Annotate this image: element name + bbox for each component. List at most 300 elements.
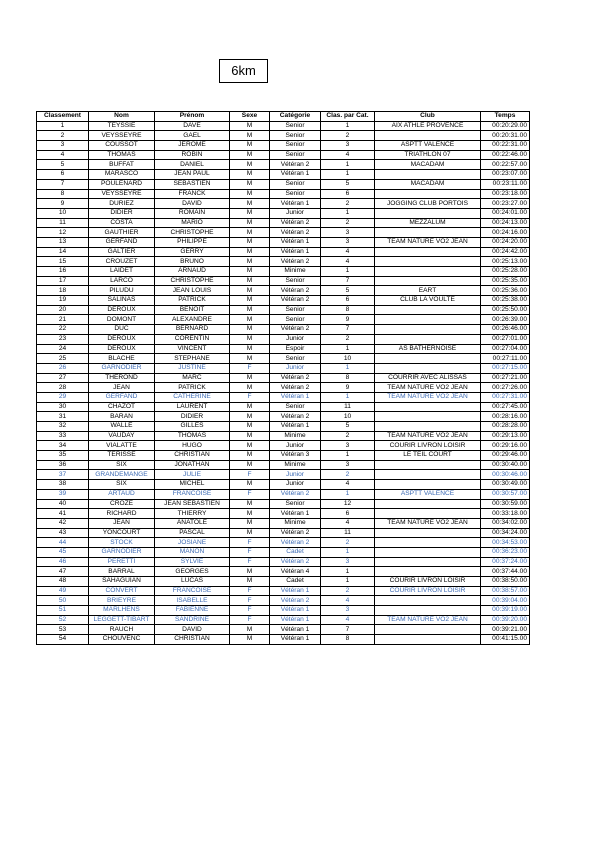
club-cell <box>375 528 481 538</box>
sexe-cell: M <box>230 296 270 306</box>
temps-cell: 00:30:57.00 <box>481 489 530 499</box>
rank-cell: 12 <box>37 228 89 238</box>
temps-cell: 00:27:11.00 <box>481 354 530 364</box>
temps-cell: 00:25:28.00 <box>481 267 530 277</box>
sexe-cell: M <box>230 431 270 441</box>
sexe-cell: M <box>230 315 270 325</box>
nom-cell: CHAZOT <box>89 402 155 412</box>
clas-cat-cell: 1 <box>321 392 375 402</box>
categorie-cell: Vétéran 2 <box>270 557 321 567</box>
prenom-cell: JULIE <box>155 470 230 480</box>
table-row <box>37 480 530 490</box>
nom-cell: GERFAND <box>89 237 155 247</box>
sexe-cell: M <box>230 267 270 277</box>
nom-cell: BUFFAT <box>89 160 155 170</box>
club-cell <box>375 412 481 422</box>
rank-cell: 46 <box>37 557 89 567</box>
sexe-cell: F <box>230 596 270 606</box>
table-row <box>37 528 530 538</box>
categorie-cell: Minime <box>270 460 321 470</box>
rank-cell: 22 <box>37 325 89 335</box>
table-row <box>37 131 530 141</box>
clas-cat-cell: 9 <box>321 383 375 393</box>
nom-cell: STOCK <box>89 538 155 548</box>
club-cell <box>375 189 481 199</box>
rank-cell: 21 <box>37 315 89 325</box>
rank-cell: 19 <box>37 296 89 306</box>
temps-cell: 00:24:42.00 <box>481 247 530 257</box>
table-row <box>37 509 530 519</box>
club-cell: COURRIR AVEC ALISSAS <box>375 373 481 383</box>
prenom-cell: ROMAIN <box>155 208 230 218</box>
rank-cell: 47 <box>37 567 89 577</box>
club-cell <box>375 228 481 238</box>
sexe-cell: M <box>230 635 270 645</box>
nom-cell: VIALATTE <box>89 441 155 451</box>
club-cell: TEAM NATURE VO2 JEAN <box>375 518 481 528</box>
clas-cat-cell: 8 <box>321 635 375 645</box>
categorie-cell: Senior <box>270 315 321 325</box>
rank-cell: 4 <box>37 150 89 160</box>
club-cell: LE TEIL COURT <box>375 451 481 461</box>
clas-cat-cell: 3 <box>321 460 375 470</box>
nom-cell: MARASCO <box>89 170 155 180</box>
rank-cell: 23 <box>37 334 89 344</box>
nom-cell: POULENARD <box>89 179 155 189</box>
prenom-cell: MARIO <box>155 218 230 228</box>
sexe-cell: M <box>230 509 270 519</box>
prenom-cell: LUCAS <box>155 577 230 587</box>
club-cell: TRIATHLON 07 <box>375 150 481 160</box>
clas-cat-cell: 2 <box>321 538 375 548</box>
rank-cell: 24 <box>37 344 89 354</box>
rank-cell: 1 <box>37 121 89 131</box>
prenom-cell: CHRISTIAN <box>155 635 230 645</box>
nom-cell: SALINAS <box>89 296 155 306</box>
nom-cell: RAUCH <box>89 625 155 635</box>
clas-cat-cell: 4 <box>321 615 375 625</box>
categorie-cell: Vétéran 1 <box>270 606 321 616</box>
club-cell <box>375 547 481 557</box>
nom-cell: TEYSSIE <box>89 121 155 131</box>
rank-cell: 6 <box>37 170 89 180</box>
sexe-cell: F <box>230 557 270 567</box>
rank-cell: 29 <box>37 392 89 402</box>
nom-cell: SAHAGUIAN <box>89 577 155 587</box>
sexe-cell: M <box>230 170 270 180</box>
clas-cat-cell: 2 <box>321 334 375 344</box>
club-cell <box>375 460 481 470</box>
table-row <box>37 518 530 528</box>
nom-cell: DUC <box>89 325 155 335</box>
clas-cat-cell: 5 <box>321 179 375 189</box>
header-club: Club <box>375 112 481 122</box>
nom-cell: THEROND <box>89 373 155 383</box>
club-cell: TEAM NATURE VO2 JEAN <box>375 431 481 441</box>
rank-cell: 50 <box>37 596 89 606</box>
table-row <box>37 228 530 238</box>
table-row <box>37 489 530 499</box>
prenom-cell: CHRISTOPHE <box>155 276 230 286</box>
table-row <box>37 257 530 267</box>
temps-cell: 00:37:24.00 <box>481 557 530 567</box>
club-cell <box>375 509 481 519</box>
prenom-cell: CHRISTOPHE <box>155 228 230 238</box>
categorie-cell: Vétéran 2 <box>270 383 321 393</box>
club-cell <box>375 267 481 277</box>
categorie-cell: Vétéran 2 <box>270 218 321 228</box>
sexe-cell: M <box>230 422 270 432</box>
nom-cell: SIX <box>89 460 155 470</box>
temps-cell: 00:30:49.00 <box>481 480 530 490</box>
club-cell <box>375 402 481 412</box>
sexe-cell: F <box>230 363 270 373</box>
categorie-cell: Senior <box>270 150 321 160</box>
temps-cell: 00:24:13.00 <box>481 218 530 228</box>
clas-cat-cell: 1 <box>321 363 375 373</box>
prenom-cell: PHILIPPE <box>155 237 230 247</box>
temps-cell: 00:23:11.00 <box>481 179 530 189</box>
club-cell: ASPTT VALENCE <box>375 489 481 499</box>
temps-cell: 00:41:15.00 <box>481 635 530 645</box>
club-cell <box>375 499 481 509</box>
rank-cell: 53 <box>37 625 89 635</box>
table-row <box>37 577 530 587</box>
clas-cat-cell: 4 <box>321 150 375 160</box>
clas-cat-cell: 2 <box>321 470 375 480</box>
temps-cell: 00:37:44.00 <box>481 567 530 577</box>
sexe-cell: M <box>230 480 270 490</box>
prenom-cell: JONATHAN <box>155 460 230 470</box>
sexe-cell: M <box>230 141 270 151</box>
clas-cat-cell: 1 <box>321 121 375 131</box>
clas-cat-cell: 10 <box>321 354 375 364</box>
header-clas-par-cat: Clas. par Cat. <box>321 112 375 122</box>
sexe-cell: M <box>230 499 270 509</box>
table-row <box>37 586 530 596</box>
club-cell <box>375 480 481 490</box>
sexe-cell: M <box>230 305 270 315</box>
clas-cat-cell: 7 <box>321 625 375 635</box>
sexe-cell: M <box>230 276 270 286</box>
prenom-cell: FRANCOISE <box>155 489 230 499</box>
table-row <box>37 402 530 412</box>
prenom-cell: PATRICK <box>155 296 230 306</box>
categorie-cell: Senior <box>270 131 321 141</box>
prenom-cell: MARC <box>155 373 230 383</box>
table-row <box>37 567 530 577</box>
sexe-cell: M <box>230 189 270 199</box>
race-distance-title: 6km <box>219 59 268 83</box>
nom-cell: CROZE <box>89 499 155 509</box>
rank-cell: 17 <box>37 276 89 286</box>
clas-cat-cell: 4 <box>321 596 375 606</box>
temps-cell: 00:34:24.00 <box>481 528 530 538</box>
categorie-cell: Vétéran 1 <box>270 635 321 645</box>
header-temps: Temps <box>481 112 530 122</box>
sexe-cell: M <box>230 334 270 344</box>
nom-cell: VAUDAY <box>89 431 155 441</box>
categorie-cell: Junior <box>270 470 321 480</box>
prenom-cell: BERNARD <box>155 325 230 335</box>
prenom-cell: GEORGES <box>155 567 230 577</box>
rank-cell: 15 <box>37 257 89 267</box>
categorie-cell: Vétéran 1 <box>270 199 321 209</box>
sexe-cell: M <box>230 577 270 587</box>
categorie-cell: Vétéran 4 <box>270 567 321 577</box>
club-cell: COURIR LIVRON LOISIR <box>375 441 481 451</box>
nom-cell: PERETTI <box>89 557 155 567</box>
categorie-cell: Senior <box>270 189 321 199</box>
categorie-cell: Junior <box>270 334 321 344</box>
temps-cell: 00:27:04.00 <box>481 344 530 354</box>
table-row <box>37 305 530 315</box>
categorie-cell: Senior <box>270 141 321 151</box>
nom-cell: DIDIER <box>89 208 155 218</box>
prenom-cell: CHRISTIAN <box>155 451 230 461</box>
club-cell <box>375 422 481 432</box>
sexe-cell: M <box>230 257 270 267</box>
categorie-cell: Vétéran 2 <box>270 596 321 606</box>
table-row <box>37 460 530 470</box>
nom-cell: GAUTHIER <box>89 228 155 238</box>
club-cell: TEAM NATURE VO2 JEAN <box>375 615 481 625</box>
categorie-cell: Vétéran 1 <box>270 509 321 519</box>
table-row <box>37 276 530 286</box>
results-table <box>36 111 530 645</box>
club-cell: ASPTT VALENCE <box>375 141 481 151</box>
prenom-cell: FABIENNE <box>155 606 230 616</box>
categorie-cell: Vétéran 1 <box>270 625 321 635</box>
temps-cell: 00:24:16.00 <box>481 228 530 238</box>
club-cell: COURIR LIVRON LOISIR <box>375 577 481 587</box>
club-cell <box>375 596 481 606</box>
rank-cell: 13 <box>37 237 89 247</box>
header-classement: Classement <box>37 112 89 122</box>
rank-cell: 48 <box>37 577 89 587</box>
rank-cell: 9 <box>37 199 89 209</box>
table-row <box>37 170 530 180</box>
temps-cell: 00:26:39.00 <box>481 315 530 325</box>
temps-cell: 00:30:40.00 <box>481 460 530 470</box>
temps-cell: 00:39:20.00 <box>481 615 530 625</box>
categorie-cell: Vétéran 2 <box>270 528 321 538</box>
clas-cat-cell: 3 <box>321 141 375 151</box>
clas-cat-cell: 1 <box>321 451 375 461</box>
nom-cell: COSTA <box>89 218 155 228</box>
table-row <box>37 615 530 625</box>
prenom-cell: LAURENT <box>155 402 230 412</box>
club-cell <box>375 567 481 577</box>
table-row <box>37 296 530 306</box>
nom-cell: LEGGETT-TIBART <box>89 615 155 625</box>
sexe-cell: M <box>230 354 270 364</box>
table-row <box>37 635 530 645</box>
header-prenom: Prénom <box>155 112 230 122</box>
prenom-cell: MANON <box>155 547 230 557</box>
table-row <box>37 383 530 393</box>
nom-cell: BARRAL <box>89 567 155 577</box>
clas-cat-cell: 4 <box>321 480 375 490</box>
temps-cell: 00:28:16.00 <box>481 412 530 422</box>
categorie-cell: Vétéran 2 <box>270 286 321 296</box>
prenom-cell: ISABELLE <box>155 596 230 606</box>
categorie-cell: Senior <box>270 402 321 412</box>
nom-cell: SIX <box>89 480 155 490</box>
club-cell: MACADAM <box>375 160 481 170</box>
club-cell <box>375 363 481 373</box>
clas-cat-cell: 7 <box>321 276 375 286</box>
table-row <box>37 247 530 257</box>
temps-cell: 00:23:18.00 <box>481 189 530 199</box>
table-row <box>37 189 530 199</box>
prenom-cell: DAVE <box>155 121 230 131</box>
categorie-cell: Vétéran 2 <box>270 538 321 548</box>
clas-cat-cell: 11 <box>321 528 375 538</box>
nom-cell: YONCOURT <box>89 528 155 538</box>
nom-cell: COUSSOT <box>89 141 155 151</box>
categorie-cell: Vétéran 2 <box>270 228 321 238</box>
prenom-cell: CATHERINE <box>155 392 230 402</box>
prenom-cell: HUGO <box>155 441 230 451</box>
categorie-cell: Senior <box>270 276 321 286</box>
categorie-cell: Cadet <box>270 577 321 587</box>
table-row <box>37 625 530 635</box>
sexe-cell: M <box>230 625 270 635</box>
nom-cell: CROUZET <box>89 257 155 267</box>
clas-cat-cell: 6 <box>321 189 375 199</box>
table-row <box>37 121 530 131</box>
table-row <box>37 412 530 422</box>
clas-cat-cell: 6 <box>321 509 375 519</box>
nom-cell: DEROUX <box>89 334 155 344</box>
sexe-cell: M <box>230 208 270 218</box>
club-cell <box>375 334 481 344</box>
rank-cell: 34 <box>37 441 89 451</box>
club-cell: AIX ATHLE PROVENCE <box>375 121 481 131</box>
temps-cell: 00:25:35.00 <box>481 276 530 286</box>
table-row <box>37 596 530 606</box>
table-row <box>37 422 530 432</box>
sexe-cell: M <box>230 460 270 470</box>
sexe-cell: M <box>230 150 270 160</box>
clas-cat-cell: 2 <box>321 586 375 596</box>
prenom-cell: GILLES <box>155 422 230 432</box>
temps-cell: 00:27:21.00 <box>481 373 530 383</box>
club-cell: TEAM NATURE VO2 JEAN <box>375 392 481 402</box>
temps-cell: 00:25:36.00 <box>481 286 530 296</box>
temps-cell: 00:34:53.00 <box>481 538 530 548</box>
categorie-cell: Vétéran 1 <box>270 170 321 180</box>
sexe-cell: M <box>230 286 270 296</box>
categorie-cell: Espoir <box>270 344 321 354</box>
rank-cell: 54 <box>37 635 89 645</box>
sexe-cell: M <box>230 441 270 451</box>
nom-cell: THOMAS <box>89 150 155 160</box>
prenom-cell: THOMAS <box>155 431 230 441</box>
club-cell <box>375 131 481 141</box>
clas-cat-cell: 4 <box>321 247 375 257</box>
nom-cell: ARTAUD <box>89 489 155 499</box>
nom-cell: GARNODIER <box>89 363 155 373</box>
temps-cell: 00:27:26.00 <box>481 383 530 393</box>
table-row <box>37 363 530 373</box>
nom-cell: GARNODIER <box>89 547 155 557</box>
header-nom: Nom <box>89 112 155 122</box>
nom-cell: TERISSE <box>89 451 155 461</box>
prenom-cell: GERRY <box>155 247 230 257</box>
club-cell <box>375 305 481 315</box>
rank-cell: 11 <box>37 218 89 228</box>
clas-cat-cell: 1 <box>321 489 375 499</box>
sexe-cell: M <box>230 131 270 141</box>
categorie-cell: Junior <box>270 480 321 490</box>
temps-cell: 00:28:28.00 <box>481 422 530 432</box>
table-row <box>37 141 530 151</box>
table-row <box>37 441 530 451</box>
header-sexe: Sexe <box>230 112 270 122</box>
temps-cell: 00:34:02.00 <box>481 518 530 528</box>
table-row <box>37 237 530 247</box>
nom-cell: VEYSSEYRE <box>89 189 155 199</box>
table-row <box>37 547 530 557</box>
clas-cat-cell: 1 <box>321 208 375 218</box>
sexe-cell: M <box>230 451 270 461</box>
prenom-cell: DIDIER <box>155 412 230 422</box>
prenom-cell: JEAN SEBASTIEN <box>155 499 230 509</box>
rank-cell: 41 <box>37 509 89 519</box>
sexe-cell: F <box>230 615 270 625</box>
categorie-cell: Junior <box>270 363 321 373</box>
sexe-cell: F <box>230 586 270 596</box>
categorie-cell: Vétéran 3 <box>270 451 321 461</box>
sexe-cell: M <box>230 325 270 335</box>
sexe-cell: M <box>230 344 270 354</box>
temps-cell: 00:25:50.00 <box>481 305 530 315</box>
rank-cell: 51 <box>37 606 89 616</box>
club-cell <box>375 170 481 180</box>
categorie-cell: Vétéran 1 <box>270 392 321 402</box>
prenom-cell: SYLVIE <box>155 557 230 567</box>
categorie-cell: Vétéran 2 <box>270 412 321 422</box>
table-row <box>37 286 530 296</box>
sexe-cell: M <box>230 237 270 247</box>
temps-cell: 00:27:01.00 <box>481 334 530 344</box>
rank-cell: 44 <box>37 538 89 548</box>
rank-cell: 5 <box>37 160 89 170</box>
rank-cell: 37 <box>37 470 89 480</box>
temps-cell: 00:22:46.00 <box>481 150 530 160</box>
prenom-cell: MICHEL <box>155 480 230 490</box>
nom-cell: GRANDEMANGE <box>89 470 155 480</box>
results-body <box>37 121 530 644</box>
rank-cell: 25 <box>37 354 89 364</box>
temps-cell: 00:29:13.00 <box>481 431 530 441</box>
prenom-cell: ALEXANDRE <box>155 315 230 325</box>
temps-cell: 00:36:23.00 <box>481 547 530 557</box>
categorie-cell: Senior <box>270 499 321 509</box>
sexe-cell: F <box>230 392 270 402</box>
rank-cell: 40 <box>37 499 89 509</box>
clas-cat-cell: 4 <box>321 518 375 528</box>
nom-cell: CONVERT <box>89 586 155 596</box>
nom-cell: BRIEYRE <box>89 596 155 606</box>
categorie-cell: Vétéran 2 <box>270 373 321 383</box>
prenom-cell: JEROME <box>155 141 230 151</box>
clas-cat-cell: 12 <box>321 499 375 509</box>
nom-cell: WALLE <box>89 422 155 432</box>
table-row <box>37 160 530 170</box>
